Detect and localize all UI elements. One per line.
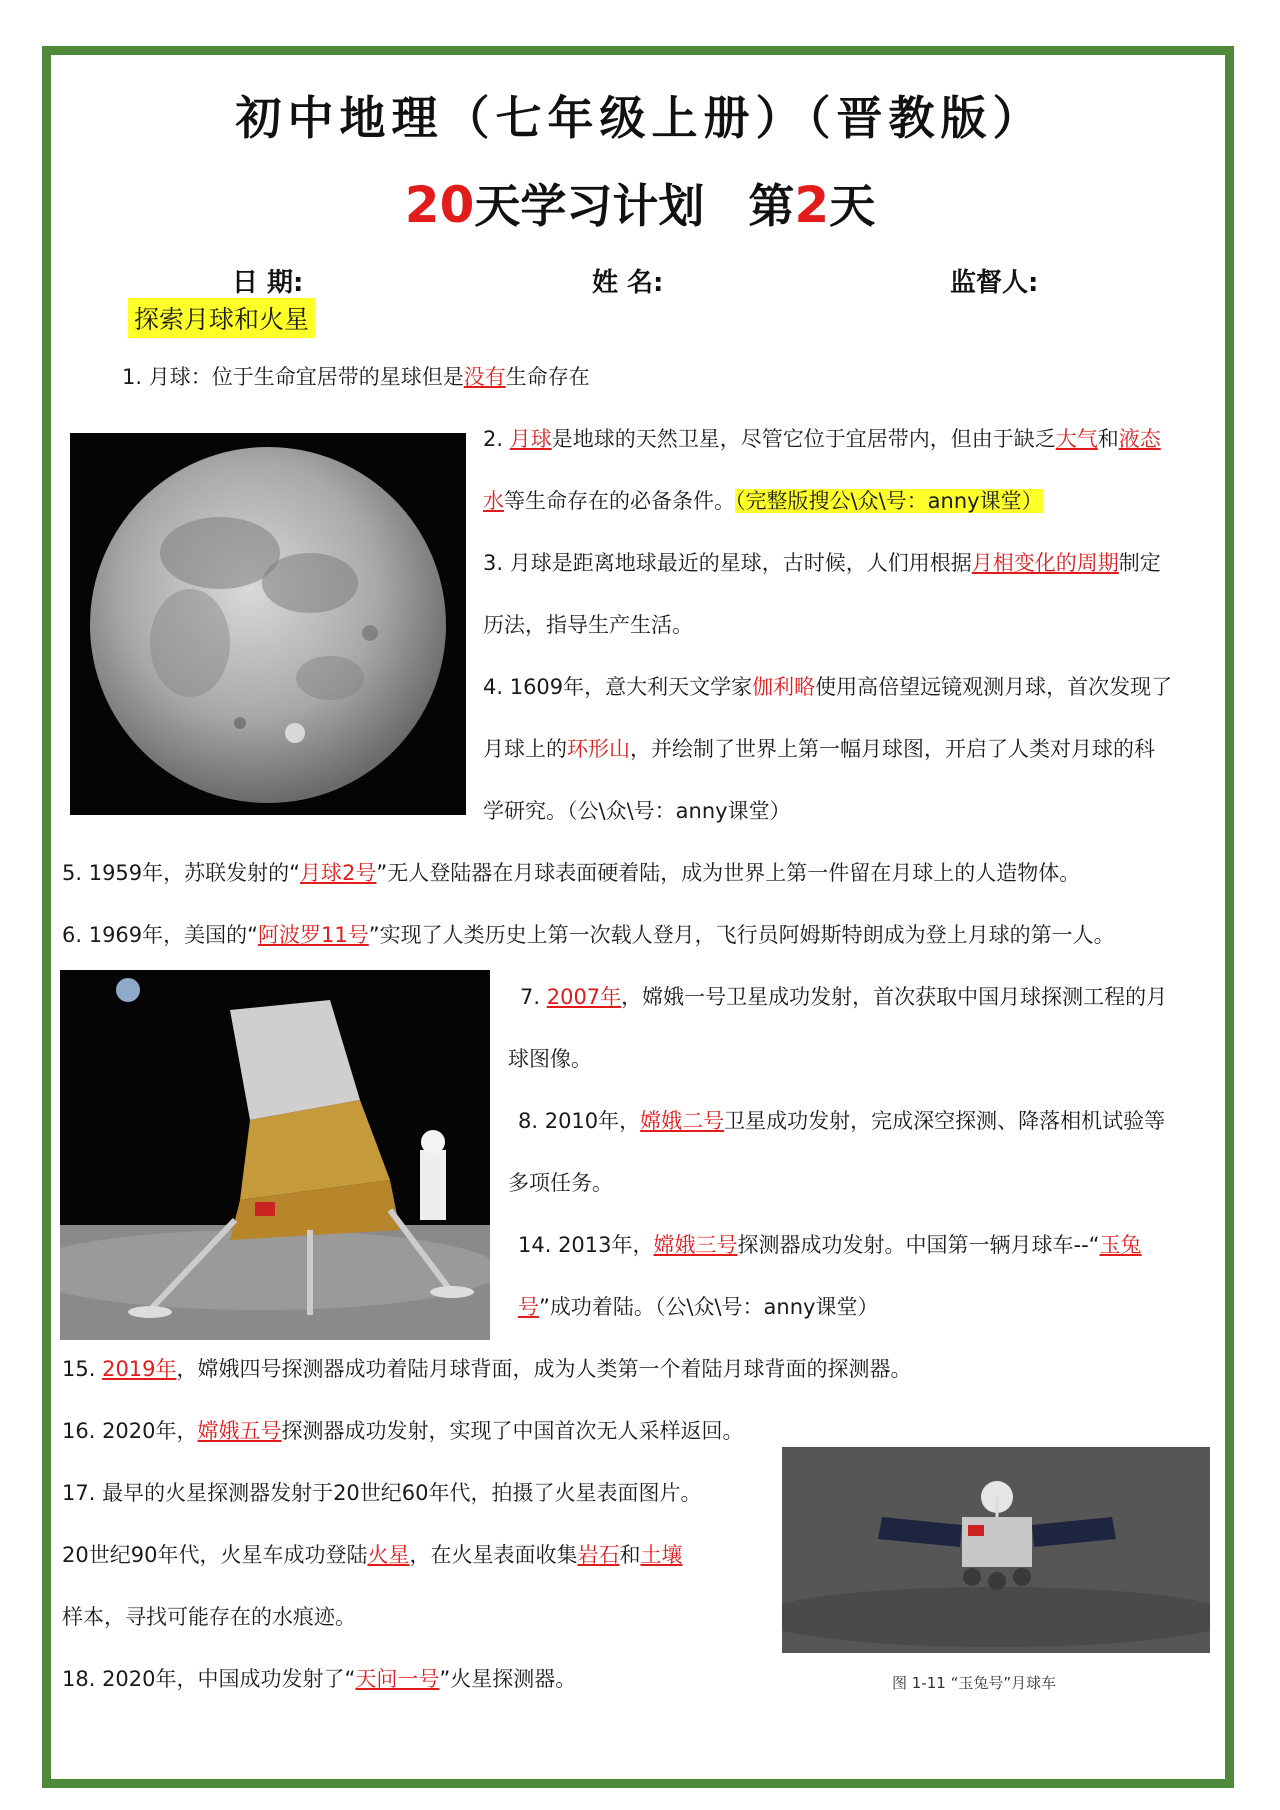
name-label: 姓 名: <box>592 268 664 298</box>
moon-photo <box>70 433 466 815</box>
list-item: 5. 1959年，苏联发射的“月球2号”无人登陆器在月球表面硬着陆，成为世界上第一件留在月球上的人造物体。 <box>62 861 1081 885</box>
day-suffix: 天 <box>829 179 876 233</box>
list-item: 1. 月球：位于生命宜居带的星球但是没有生命存在 <box>122 365 590 389</box>
list-item: 15. 2019年，嫦娥四号探测器成功着陆月球背面，成为人类第一个着陆月球背面的探测器。 <box>62 1357 912 1381</box>
list-item: 4. 1609年，意大利天文学家伽利略使用高倍望远镜观测月球，首次发现了 <box>483 675 1173 699</box>
list-item-continued: 20世纪90年代，火星车成功登陆火星，在火星表面收集岩石和土壤 <box>62 1543 683 1567</box>
yutu-rover-photo <box>782 1447 1210 1653</box>
day-prefix: 第 <box>748 179 795 233</box>
list-item-continued: 学研究。（公\众\号：anny课堂） <box>483 799 791 823</box>
lunar-lander-photo <box>60 970 490 1340</box>
list-item-continued: 号”成功着陆。（公\众\号：anny课堂） <box>518 1295 879 1319</box>
page-title: 初中地理（七年级上册）（晋教版） <box>235 91 1045 145</box>
figure-caption: 图 1-11 “玉兔号”月球车 <box>892 1674 1057 1692</box>
list-item-continued: 水等生命存在的必备条件。（完整版搜公\众\号：anny课堂） <box>483 489 1043 513</box>
supervisor-label: 监督人: <box>950 268 1039 298</box>
date-label: 日 期: <box>232 268 304 298</box>
list-item: 7. 2007年，嫦娥一号卫星成功发射，首次获取中国月球探测工程的月 <box>520 985 1168 1009</box>
list-item-continued: 样本，寻找可能存在的水痕迹。 <box>62 1605 356 1629</box>
list-item: 18. 2020年，中国成功发射了“天问一号”火星探测器。 <box>62 1667 577 1691</box>
plan-text: 天学习计划 <box>474 179 705 233</box>
plan-days-number: 20 <box>404 176 475 234</box>
list-item-continued: 月球上的环形山，并绘制了世界上第一幅月球图，开启了人类对月球的科 <box>483 737 1155 761</box>
list-item: 6. 1969年，美国的“阿波罗11号”实现了人类历史上第一次载人登月，飞行员阿姆斯特朗成为登上月球的第一人。 <box>62 923 1115 947</box>
list-item: 14. 2013年，嫦娥三号探测器成功发射。中国第一辆月球车--“玉兔 <box>518 1233 1142 1257</box>
list-item: 17. 最早的火星探测器发射于20世纪60年代，拍摄了火星表面图片。 <box>62 1481 702 1505</box>
day-number: 2 <box>794 176 830 234</box>
list-item-continued: 球图像。 <box>508 1047 592 1071</box>
list-item: 3. 月球是距离地球最近的星球，古时候，人们用根据月相变化的周期制定 <box>483 551 1161 575</box>
list-item-continued: 历法，指导生产生活。 <box>483 613 693 637</box>
list-item-continued: 多项任务。 <box>508 1171 613 1195</box>
list-item: 2. 月球是地球的天然卫星，尽管它位于宜居带内，但由于缺乏大气和液态 <box>483 427 1161 451</box>
study-plan-subtitle <box>0 170 1280 236</box>
list-item: 16. 2020年，嫦娥五号探测器成功发射，实现了中国首次无人采样返回。 <box>62 1419 744 1443</box>
list-item: 8. 2010年，嫦娥二号卫星成功发射，完成深空探测、降落相机试验等 <box>518 1109 1166 1133</box>
section-title: 探索月球和火星 <box>128 298 315 338</box>
